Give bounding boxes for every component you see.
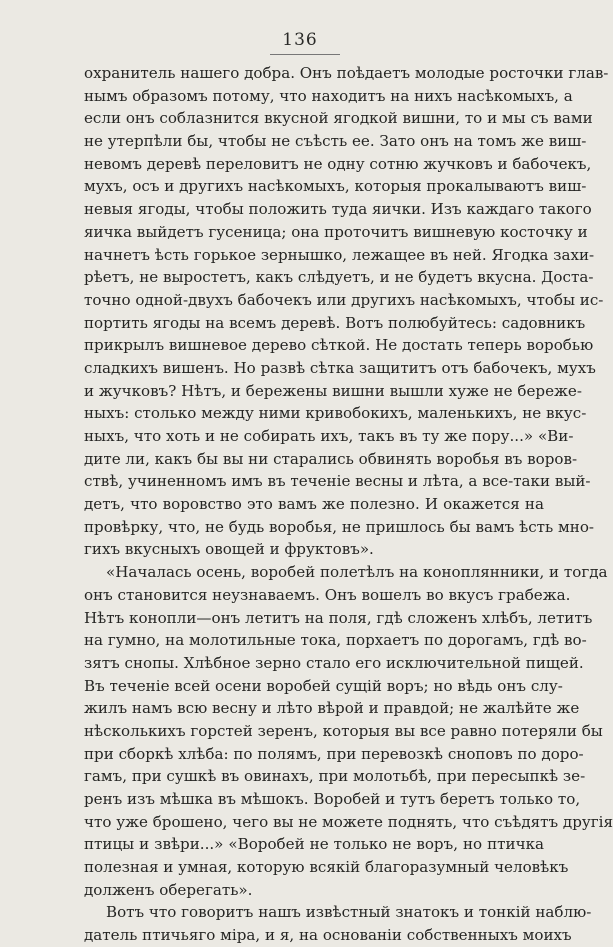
text-line: «Началась осень, воробей полетѣлъ на коноплянники, и тогда [106, 563, 608, 582]
text-line: гамъ, при сушкѣ въ овинахъ, при молотьбѣ, при пересыпкѣ зе- [84, 767, 586, 786]
text-line: онъ становится неузнаваемъ. Онъ вошелъ во вкусъ грабежа. [84, 585, 571, 604]
text-line: яичка выйдетъ гусеница; она проточитъ вишневую косточку и [84, 222, 588, 241]
text-line: Вотъ что говоритъ нашъ извѣстный знатокъ и тонкій наблю- [106, 903, 592, 922]
text-line: на гумно, на молотильные тока, порхаетъ по дорогамъ, гдѣ во- [84, 631, 587, 650]
text-line: невыя ягоды, чтобы положить туда яички. Изъ каждаго такого [84, 200, 592, 219]
text-line: детъ, что воровство это вамъ же полезно. И окажется на [84, 495, 544, 514]
text-line: ствѣ, учиненномъ имъ въ теченіе весны и лѣта, а все-таки вый- [84, 472, 591, 491]
text-line: прикрылъ вишневое дерево сѣткой. Не достать теперь воробью [84, 336, 594, 355]
text-line: рѣетъ, не выростетъ, какъ слѣдуетъ, и не будетъ вкусна. Доста- [84, 268, 594, 287]
text-line: сладкихъ вишенъ. Но развѣ сѣтка защититъ отъ бабочекъ, мухъ [84, 358, 596, 377]
text-line: ныхъ, что хоть и не собирать ихъ, такъ въ ту же пору...» «Ви- [84, 427, 574, 445]
text-line: Въ теченіе всей осени воробей сущій воръ; но вѣдь онъ слу- [84, 676, 563, 695]
text-line: что уже брошено, чего вы не можете поднять, что съѣдятъ другія [84, 812, 613, 831]
text-line: и жучковъ? Нѣтъ, и бережены вишни вышли хуже не береже- [84, 381, 582, 400]
text-line: невомъ деревѣ переловитъ не одну сотню жучковъ и бабочекъ, [84, 154, 592, 173]
text-line: полезная и умная, которую всякій благоразумный человѣкъ [84, 858, 569, 877]
text-line: охранитель нашего добра. Онъ поѣдаетъ молодые росточки глав- [84, 64, 609, 82]
text-line: портить ягоды на всемъ деревѣ. Вотъ полюбуйтесь: садовникъ [84, 313, 586, 332]
text-line: Нѣтъ конопли—онъ летитъ на поля, гдѣ сложенъ хлѣбъ, летитъ [84, 608, 593, 627]
body-text [84, 62, 613, 947]
text-line: нымъ образомъ потому, что находитъ на нихъ насѣкомыхъ, а [84, 86, 573, 105]
text-line: зятъ снопы. Хлѣбное зерно стало его исключительной пищей. [84, 653, 584, 672]
text-line: мухъ, осъ и другихъ насѣкомыхъ, которыя прокалываютъ виш- [84, 177, 587, 196]
page-number-rule [270, 54, 340, 55]
text-line: ренъ изъ мѣшка въ мѣшокъ. Воробей и тутъ беретъ только то, [84, 790, 581, 808]
text-line: гихъ вкусныхъ овощей и фруктовъ». [84, 540, 374, 559]
text-line: точно одной-двухъ бабочекъ или другихъ насѣкомыхъ, чтобы ис- [84, 290, 604, 309]
text-line: если онъ соблазнится вкусной ягодкой вишни, то и мы съ вами [84, 109, 593, 128]
text-line: дите ли, какъ бы вы ни старались обвинять воробья въ воров- [84, 449, 578, 468]
text-line: при сборкѣ хлѣба: по полямъ, при перевозкѣ сноповъ по доро- [84, 744, 584, 763]
page-number: 136 [282, 30, 318, 50]
text-line: начнетъ ѣсть горькое зернышко, лежащее въ ней. Ягодка захи- [84, 245, 595, 264]
text-line: жилъ намъ всю весну и лѣто вѣрой и правдой; не жалѣйте же [84, 699, 580, 718]
text-line: птицы и звѣри...» «Воробей не только не воръ, но птичка [84, 835, 544, 854]
text-line: датель птичьяго міра, и я, на основаніи собственныхъ моихъ [84, 926, 572, 945]
text-line: ныхъ: столько между ними кривобокихъ, маленькихъ, не вкус- [84, 404, 587, 423]
text-line: провѣрку, что, не будь воробья, не пришлось бы вамъ ѣсть мно- [84, 517, 595, 536]
text-line: долженъ оберегать». [84, 880, 253, 899]
text-line: нѣсколькихъ горстей зеренъ, которыя вы все равно потеряли бы [84, 721, 603, 740]
text-line: не утерпѣли бы, чтобы не съѣсть ее. Зато онъ на томъ же виш- [84, 132, 587, 151]
